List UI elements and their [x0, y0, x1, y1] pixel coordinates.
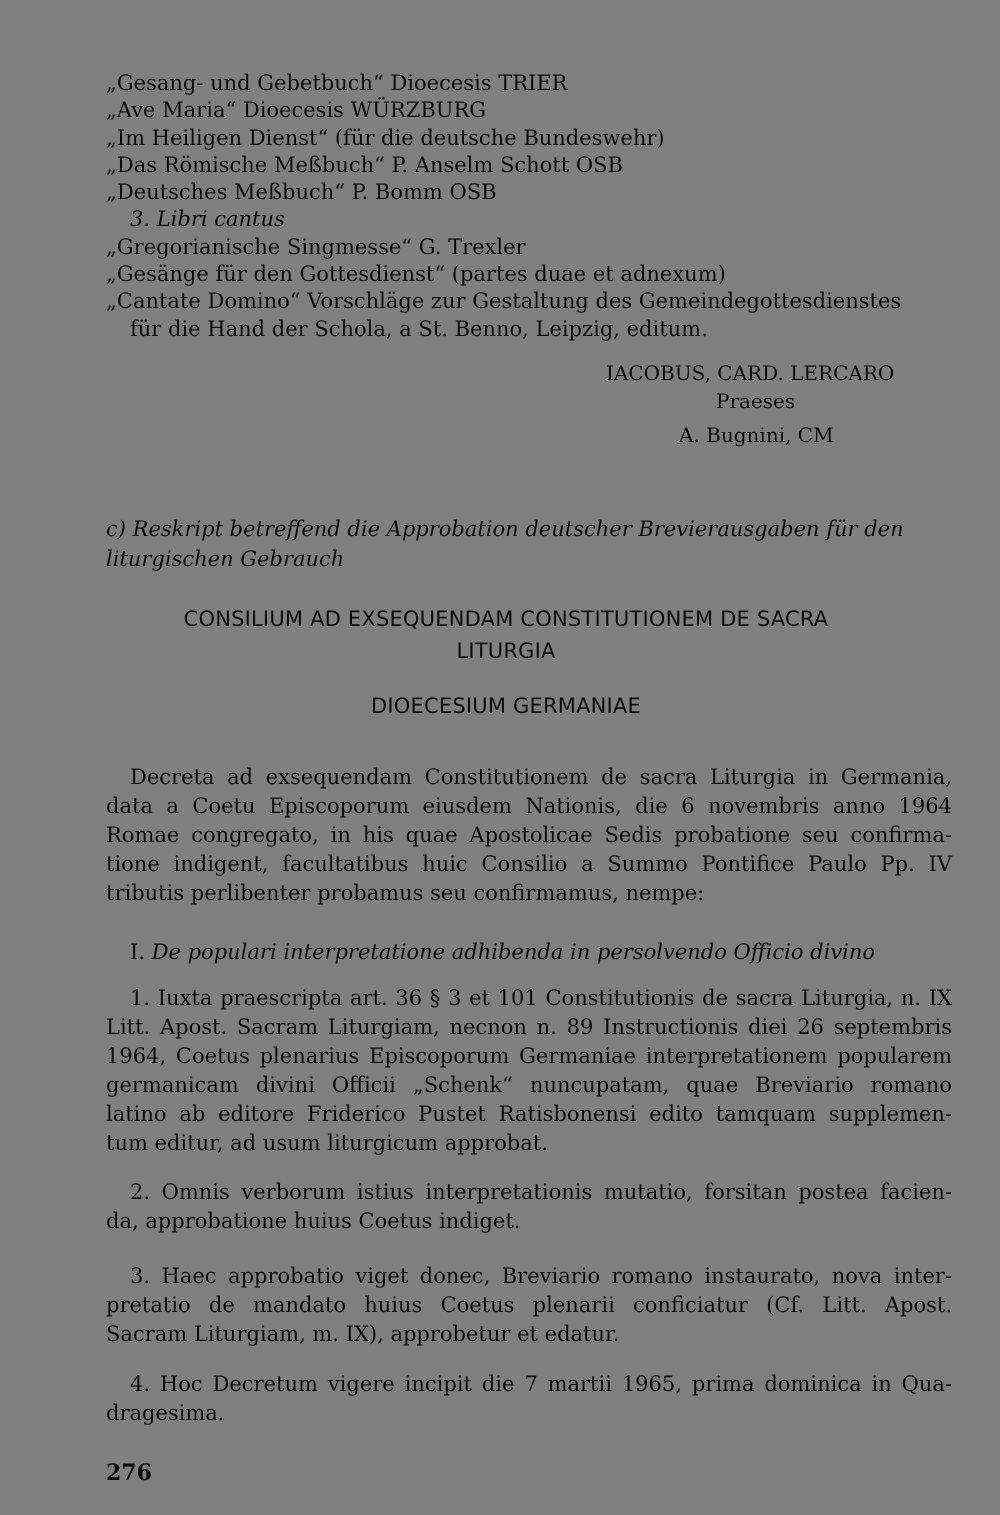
- paragraph-line: tum editur, ad usum liturgicum approbat.: [106, 1131, 548, 1155]
- book-list-item: „Gesang- und Gebetbuch“ Dioecesis TRIER: [106, 71, 568, 95]
- item-paragraph-2: [106, 1178, 952, 1236]
- paragraph-line: tione indigent, facultatibus huic Consilio a Summo Pontifice Paulo Pp. IV: [106, 852, 952, 876]
- section-heading: [106, 514, 954, 574]
- item-paragraph-4: [106, 1370, 952, 1428]
- paragraph-line: Romae congregato, in his quae Apostolicae Sedis probatione seu confirma-: [106, 823, 952, 847]
- book-list-item: „Gregorianische Singmesse“ G. Trexler: [106, 234, 526, 259]
- signatory-name: IACOBUS, CARD. LERCARO: [606, 361, 895, 385]
- subsection-heading: [130, 940, 875, 964]
- item-paragraph-1: [106, 984, 952, 1158]
- book-list-subheading: 3. Libri cantus: [130, 207, 285, 232]
- book-list-item-continuation: für die Hand der Schola, a St. Benno, Leipzig, editum.: [130, 316, 708, 341]
- book-list-item: „Im Heiligen Dienst“ (für die deutsche Bundeswehr): [106, 125, 665, 150]
- book-list-item: „Deutsches Meßbuch“ P. Bomm OSB: [106, 180, 497, 205]
- paragraph-line: 2. Omnis verborum istius interpretationis mutatio, forsitan postea facien-: [130, 1180, 952, 1204]
- book-list: [106, 70, 966, 343]
- paragraph-line: pretatio de mandato huius Coetus plenarii conficiatur (Cf. Litt. Apost.: [106, 1293, 952, 1317]
- intro-paragraph: [106, 763, 952, 908]
- document-subtitle: DIOECESIUM GERMANIAE: [371, 694, 641, 718]
- paragraph-line: latino ab editore Friderico Pustet Ratisbonensi edito tamquam supplemen-: [106, 1102, 952, 1126]
- paragraph-line: tributis perlibenter probamus seu confirmamus, nempe:: [106, 881, 705, 905]
- subsection-title: De populari interpretatione adhibenda in persolvendo Officio divino: [151, 940, 876, 964]
- section-heading-line: c) Reskript betreffend die Approbation deutscher Brevierausgaben für den: [106, 517, 904, 541]
- paragraph-line: da, approbatione huius Coetus indiget.: [106, 1209, 521, 1233]
- paragraph-line: germanicam divini Officii „Schenk“ nuncupatam, quae Breviario romano: [106, 1073, 952, 1097]
- book-list-item: „Gesänge für den Gottesdienst“ (partes duae et adnexum): [106, 262, 726, 287]
- document-title-line: LITURGIA: [456, 639, 556, 663]
- document-title-line: CONSILIUM AD EXSEQUENDAM CONSTITUTIONEM DE SACRA: [183, 607, 829, 631]
- signatory-role: Praeses: [716, 389, 796, 413]
- book-list-item: „Cantate Domino“ Vorschläge zur Gestaltung des Gemeindegottesdienstes: [106, 289, 902, 314]
- paragraph-line: dragesima.: [106, 1401, 225, 1425]
- paragraph-line: Decreta ad exsequendam Constitutionem de sacra Liturgia in Germania,: [130, 765, 952, 789]
- book-list-item: „Ave Maria“ Dioecesis WÜRZBURG: [106, 98, 487, 123]
- paragraph-line: 4. Hoc Decretum vigere incipit die 7 martii 1965, prima dominica in Qua-: [130, 1372, 952, 1396]
- page-number: 276: [106, 1460, 152, 1486]
- document-title: [106, 603, 906, 667]
- section-heading-line: liturgischen Gebrauch: [106, 547, 345, 571]
- book-list-item: „Das Römische Meßbuch“ P. Anselm Schott OSB: [106, 152, 623, 177]
- secretary-name: A. Bugnini, CM: [679, 423, 834, 447]
- paragraph-line: data a Coetu Episcoporum eiusdem Nationis, die 6 novembris anno 1964: [106, 794, 952, 818]
- paragraph-line: Sacram Liturgiam, m. IX), approbetur et edatur.: [106, 1322, 620, 1346]
- subsection-numeral: I.: [130, 940, 145, 964]
- paragraph-line: 3. Haec approbatio viget donec, Breviario romano instaurato, nova inter-: [130, 1264, 952, 1288]
- item-paragraph-3: [106, 1262, 952, 1349]
- paragraph-line: 1964, Coetus plenarius Episcoporum Germaniae interpretationem popularem: [106, 1044, 952, 1068]
- paragraph-line: 1. Iuxta praescripta art. 36 § 3 et 101 Constitutionis de sacra Liturgia, n. IX: [130, 986, 952, 1010]
- paragraph-line: Litt. Apost. Sacram Liturgiam, necnon n. 89 Instructionis diei 26 septembris: [106, 1015, 952, 1039]
